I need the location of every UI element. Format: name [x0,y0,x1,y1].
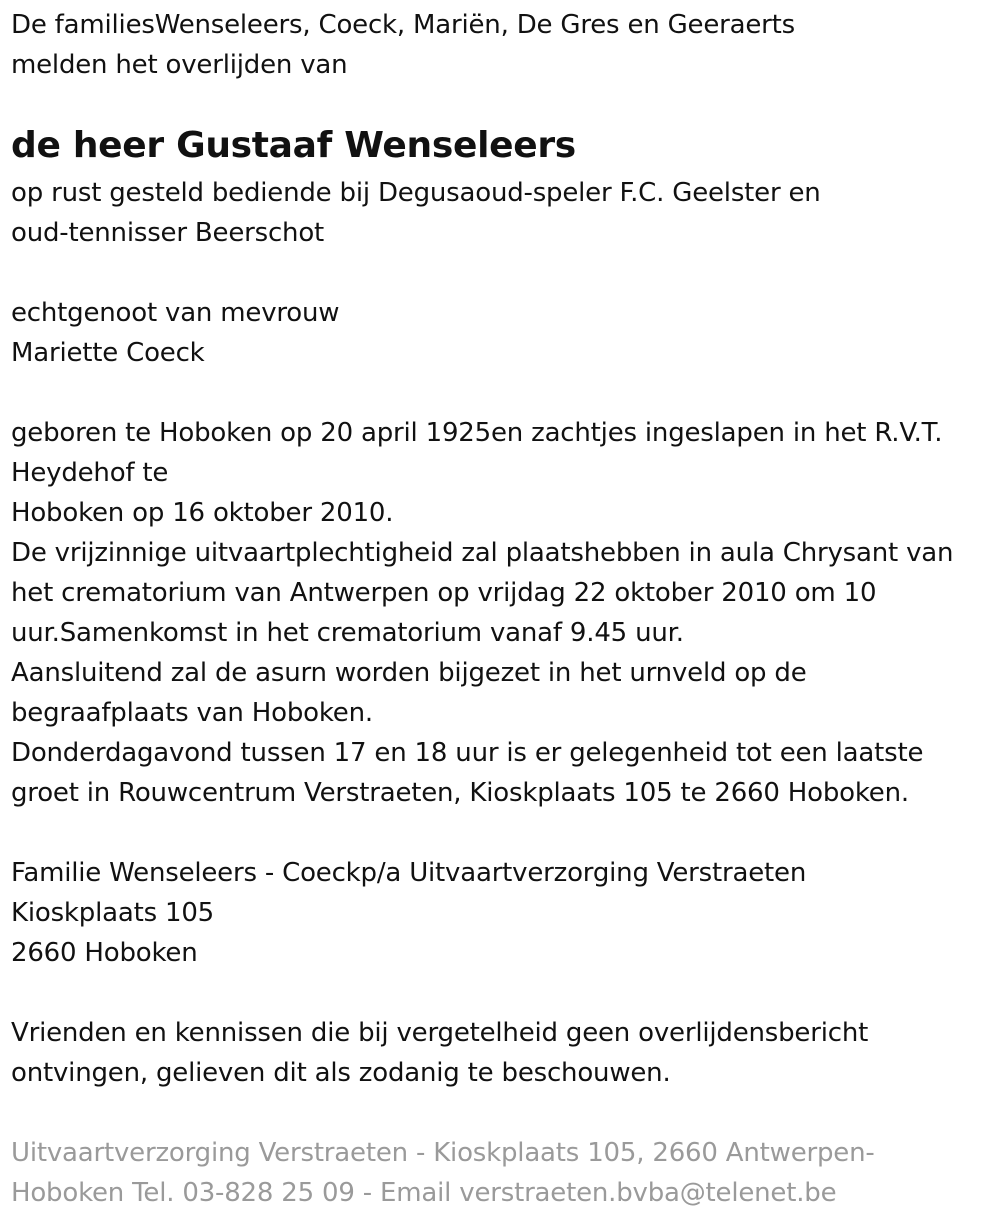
details-line: groet in Rouwcentrum Verstraeten, Kioskplaats 105 te 2660 Hoboken. [11,778,909,808]
deceased-name: de heer Gustaaf Wenseleers [11,125,576,166]
details-line: geboren te Hoboken op 20 april 1925en zachtjes ingeslapen in het R.V.T. [11,418,943,448]
address-line: Familie Wenseleers - Coeckp/a Uitvaartverzorging Verstraeten [11,858,807,888]
closing-line: Vrienden en kennissen die bij vergetelheid geen overlijdensbericht [11,1018,869,1048]
intro-line: De familiesWenseleers, Coeck, Mariën, De Gres en Geeraerts [11,10,795,40]
closing-line: ontvingen, gelieven dit als zodanig te beschouwen. [11,1058,671,1088]
details-line: De vrijzinnige uitvaartplechtigheid zal plaatshebben in aula Chrysant van [11,538,954,568]
details-line: Hoboken op 16 oktober 2010. [11,498,394,528]
address-line: Kioskplaats 105 [11,898,215,928]
address-line: 2660 Hoboken [11,938,198,968]
intro-line: melden het overlijden van [11,50,348,80]
footer-contact-line: Hoboken Tel. 03-828 25 09 - Email verstraeten.bvba@telenet.be [11,1178,837,1208]
details-line: Donderdagavond tussen 17 en 18 uur is er gelegenheid tot een laatste [11,738,924,768]
description-line: op rust gesteld bediende bij Degusaoud-speler F.C. Geelster en [11,178,821,208]
description-line: oud-tennisser Beerschot [11,218,325,248]
details-line: het crematorium van Antwerpen op vrijdag 22 oktober 2010 om 10 [11,578,877,608]
details-line: Heydehof te [11,458,169,488]
footer-contact-line: Uitvaartverzorging Verstraeten - Kioskplaats 105, 2660 Antwerpen- [11,1138,875,1168]
spouse-line: echtgenoot van mevrouw [11,298,340,328]
details-line: Aansluitend zal de asurn worden bijgezet in het urnveld op de [11,658,807,688]
details-line: uur.Samenkomst in het crematorium vanaf 9.45 uur. [11,618,684,648]
details-line: begraafplaats van Hoboken. [11,698,373,728]
spouse-name: Mariette Coeck [11,338,205,368]
